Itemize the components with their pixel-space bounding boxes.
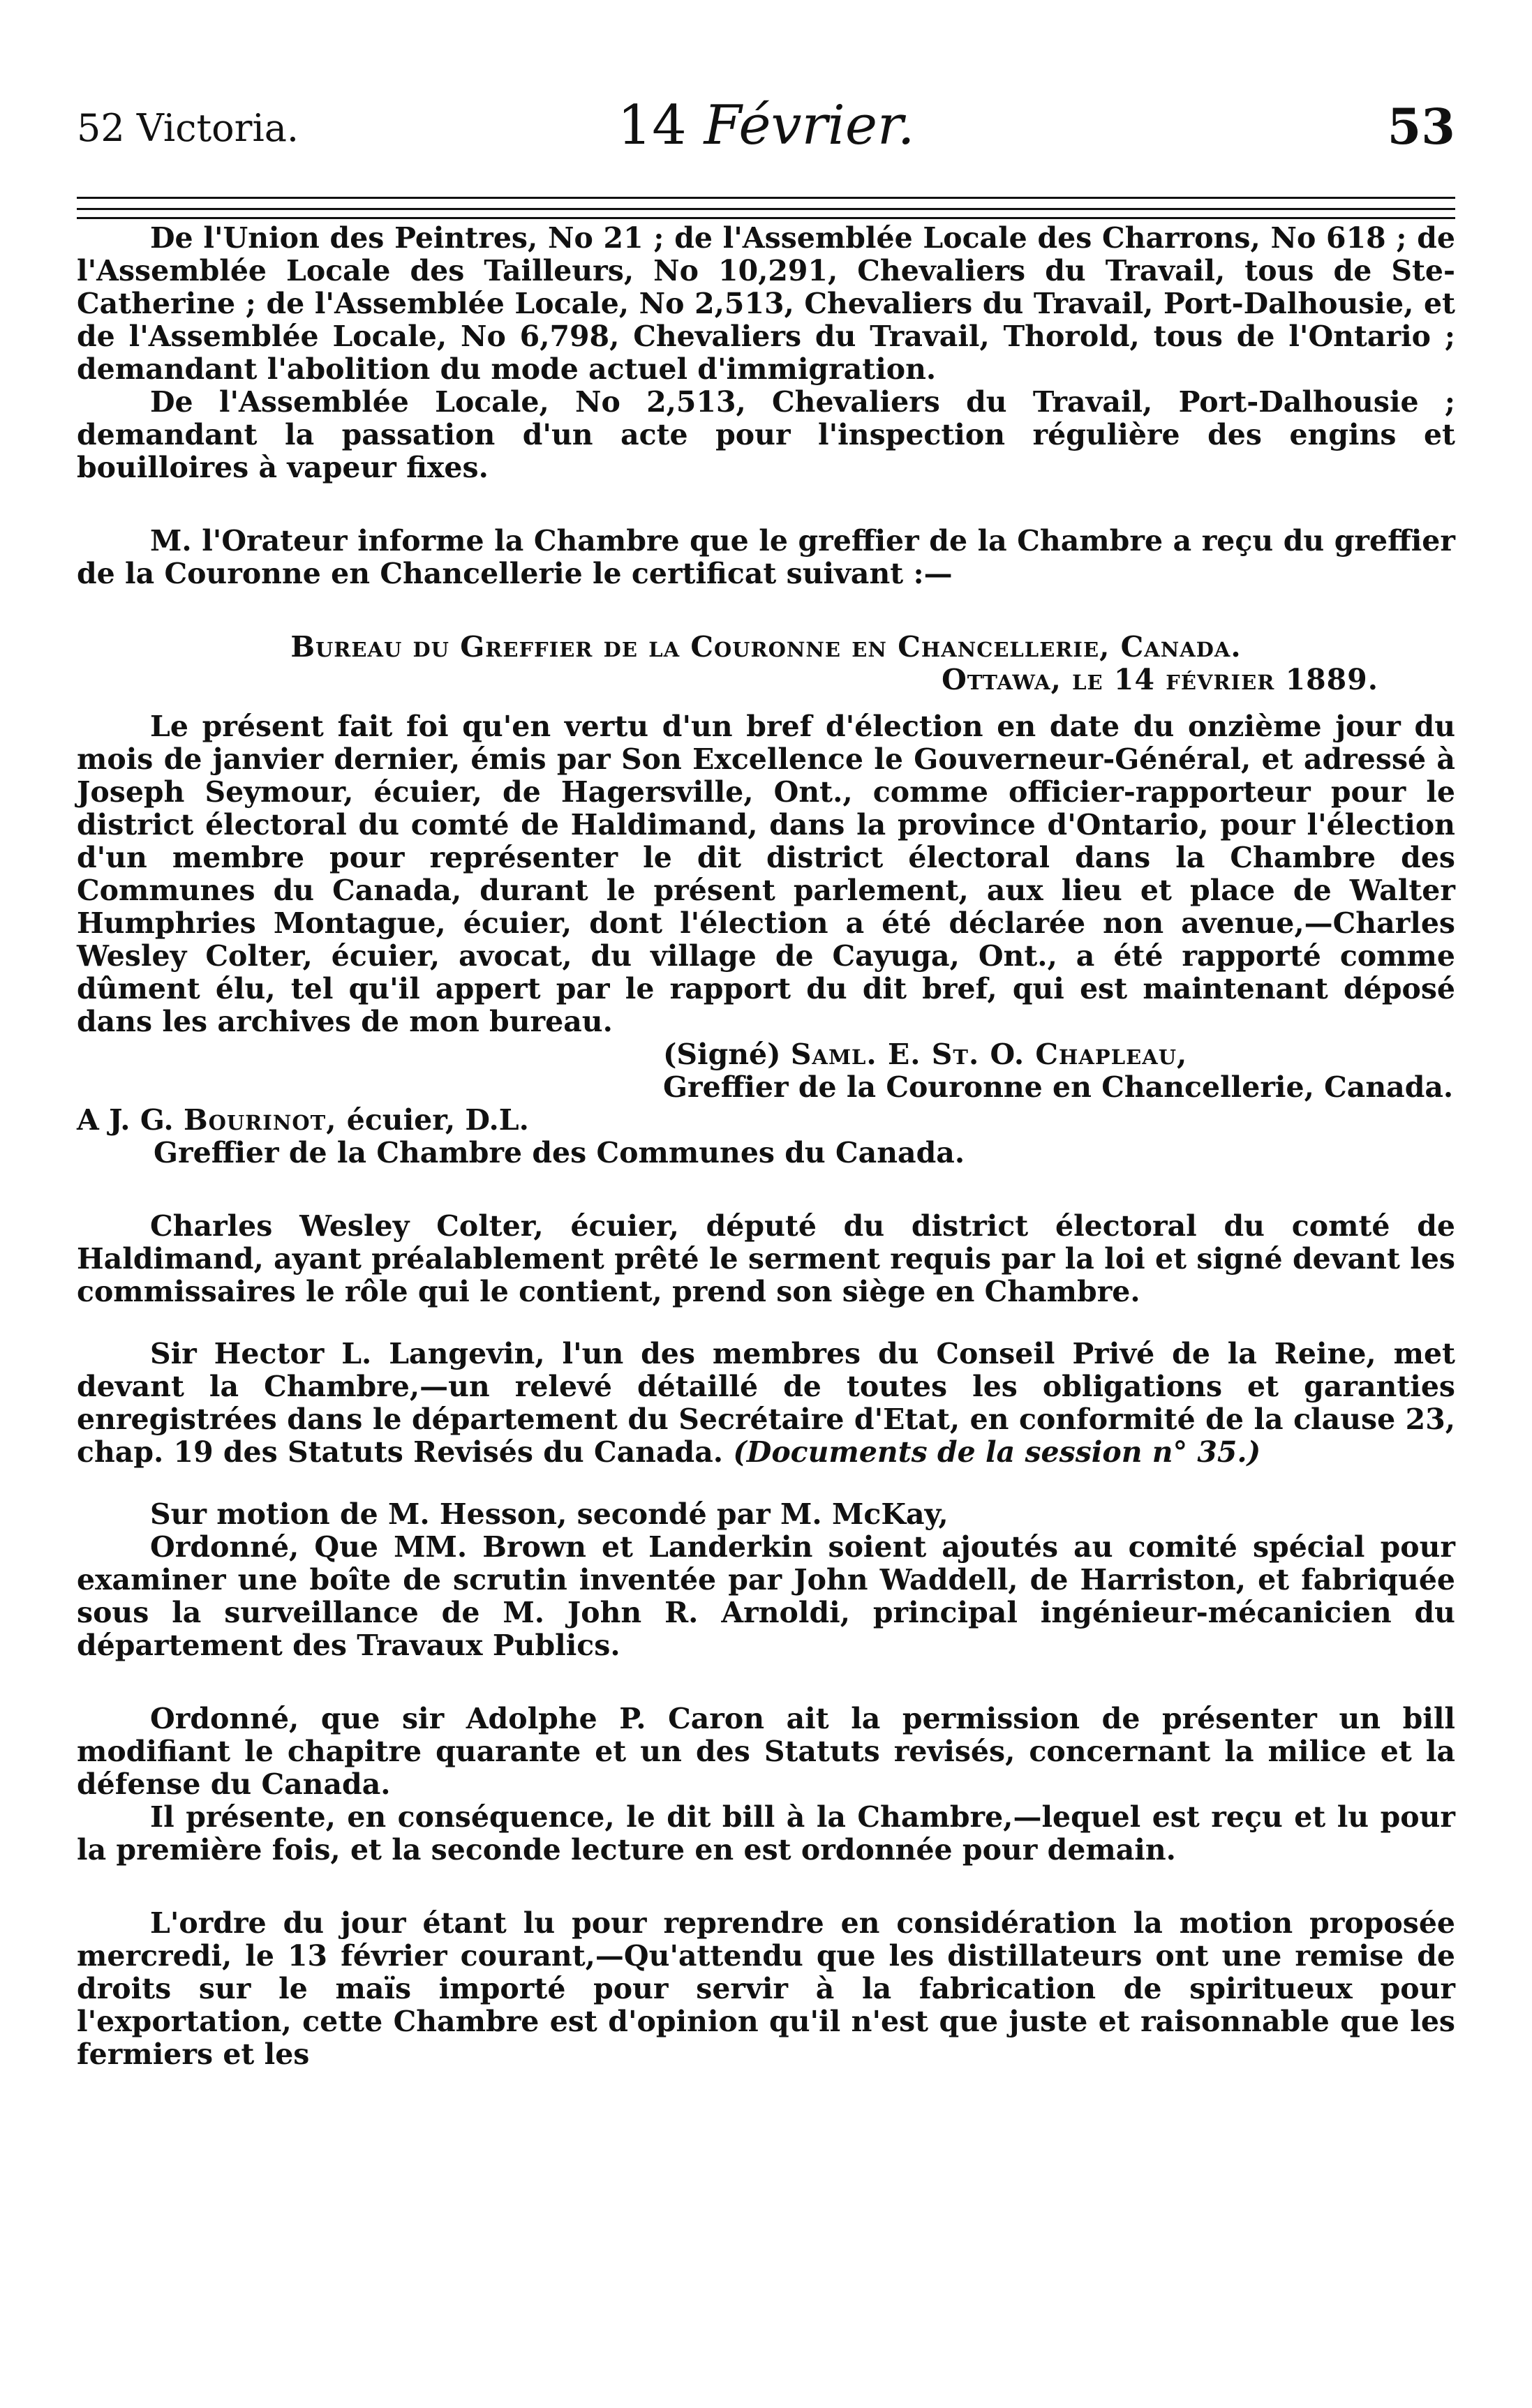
- date-day: 14: [617, 94, 687, 157]
- addressee-title: Greffier de la Chambre des Communes du Canada.: [154, 1136, 965, 1169]
- page-number: 53: [1387, 98, 1455, 156]
- speaker-notice: M. l'Orateur informe la Chambre que le greffier de la Chambre a reçu du greffier de la Couronne en Chancellerie le certificat suivant :—: [77, 524, 1455, 590]
- header-rule-bottom: [77, 217, 1455, 219]
- signatory-name: Saml. E. St. O. Chapleau,: [790, 1038, 1188, 1071]
- order-of-the-day: L'ordre du jour étant lu pour reprendre en considération la motion proposée mercredi, le 13 février courant,—Qu'attendu que les distillateurs ont une remise de droits sur le maïs importé pour servir à la fabrication de spiritueux pour l'exportation, cette Chambre est d'opinion qu'il n'est que juste et raisonnable que les fermiers et les: [77, 1906, 1455, 2071]
- header-rule-middle: [77, 208, 1455, 210]
- member-sworn-paragraph: Charles Wesley Colter, écuier, député du district électoral du comté de Haldimand, ayant préalablement prêté le serment requis par la loi et signé devant les commissaires le rôle qui le contient, prend son siège en Chambre.: [77, 1209, 1455, 1308]
- hesson-motion: Sur motion de M. Hesson, secondé par M. McKay,: [150, 1497, 949, 1531]
- addressee-suffix: écuier, D.L.: [346, 1103, 529, 1137]
- page-header: [77, 70, 1455, 157]
- regnal-year: 52 Victoria.: [77, 106, 299, 150]
- petition-paragraph: De l'Assemblée Locale, No 2,513, Chevaliers du Travail, Port-Dalhousie ; demandant la passation d'un acte pour l'inspection régulière des engins et bouilloires à vapeur fixes.: [77, 385, 1455, 484]
- langevin-text: Sir Hector L. Langevin, l'un des membres du Conseil Privé de la Reine, met devant la Chambre,—un relevé détaillé de toutes les obligations et garanties enregistrées dans le département du Secrétaire d'Etat, en conformité de la clause 23, chap. 19 des Statuts Revisés du Canada.: [77, 1337, 1455, 1469]
- signed-prefix: (Signé): [663, 1038, 781, 1071]
- certificate-addressee: [77, 1104, 1455, 1137]
- hesson-order: Ordonné, Que MM. Brown et Landerkin soient ajoutés au comité spécial pour examiner une boîte de scrutin inventée par John Waddell, de Harriston, et fabriquée sous la surveillance de M. John R. Arnoldi, principal ingénieur-mécanicien du département des Travaux Publics.: [77, 1530, 1455, 1662]
- sessional-document-reference: (Documents de la session n° 35.): [733, 1435, 1261, 1469]
- petition-paragraph: De l'Union des Peintres, No 21 ; de l'Assemblée Locale des Charrons, No 618 ; de l'Assemblée Locale des Tailleurs, No 10,291, Chevaliers du Travail, tous de Ste-Catherine ; de l'Assemblée Locale, No 2,513, Chevaliers du Travail, Port-Dalhousie, et de l'Assemblée Locale, No 6,798, Chevaliers du Travail, Thorold, tous de l'Ontario ; demandant l'abolition du mode actuel d'immigration.: [77, 221, 1455, 386]
- page-date: [77, 94, 1455, 157]
- addressee-name: Bourinot,: [183, 1103, 337, 1137]
- journal-body: [77, 222, 1455, 2071]
- certificate-office: Bureau du Greffier de la Couronne en Chancellerie, Canada.: [290, 630, 1242, 664]
- certificate-signature: [77, 1038, 1455, 1071]
- signatory-title: Greffier de la Couronne en Chancellerie, Canada.: [663, 1070, 1454, 1104]
- addressee-prefix: A J. G.: [77, 1103, 174, 1137]
- certificate-dateline: Ottawa, le 14 février 1889.: [942, 663, 1378, 696]
- header-rule-top: [77, 197, 1455, 199]
- caron-order: Ordonné, que sir Adolphe P. Caron ait la permission de présenter un bill modifiant le chapitre quarante et un des Statuts revisés, concernant la milice et la défense du Canada.: [77, 1702, 1455, 1801]
- certificate-body: Le présent fait foi qu'en vertu d'un bref d'élection en date du onzième jour du mois de janvier dernier, émis par Son Excellence le Gouverneur-Général, et adressé à Joseph Seymour, écuier, de Hagersville, Ont., comme officier-rapporteur pour le district électoral du comté de Haldimand, dans la province d'Ontario, pour l'élection d'un membre pour représenter le dit district électoral dans la Chambre des Communes du Canada, durant le présent parlement, aux lieu et place de Walter Humphries Montague, écuier, dont l'élection a été déclarée non avenue,—Charles Wesley Colter, écuier, avocat, du village de Cayuga, Ont., a été rapporté comme dûment élu, tel qu'il appert par le rapport du dit bref, qui est maintenant déposé dans les archives de mon bureau.: [77, 710, 1455, 1038]
- date-month: Février.: [704, 94, 915, 157]
- caron-bill-presented: Il présente, en conséquence, le dit bill à la Chambre,—lequel est reçu et lu pour la première fois, et la seconde lecture en est ordonnée pour demain.: [77, 1800, 1455, 1867]
- langevin-paragraph: [77, 1338, 1455, 1469]
